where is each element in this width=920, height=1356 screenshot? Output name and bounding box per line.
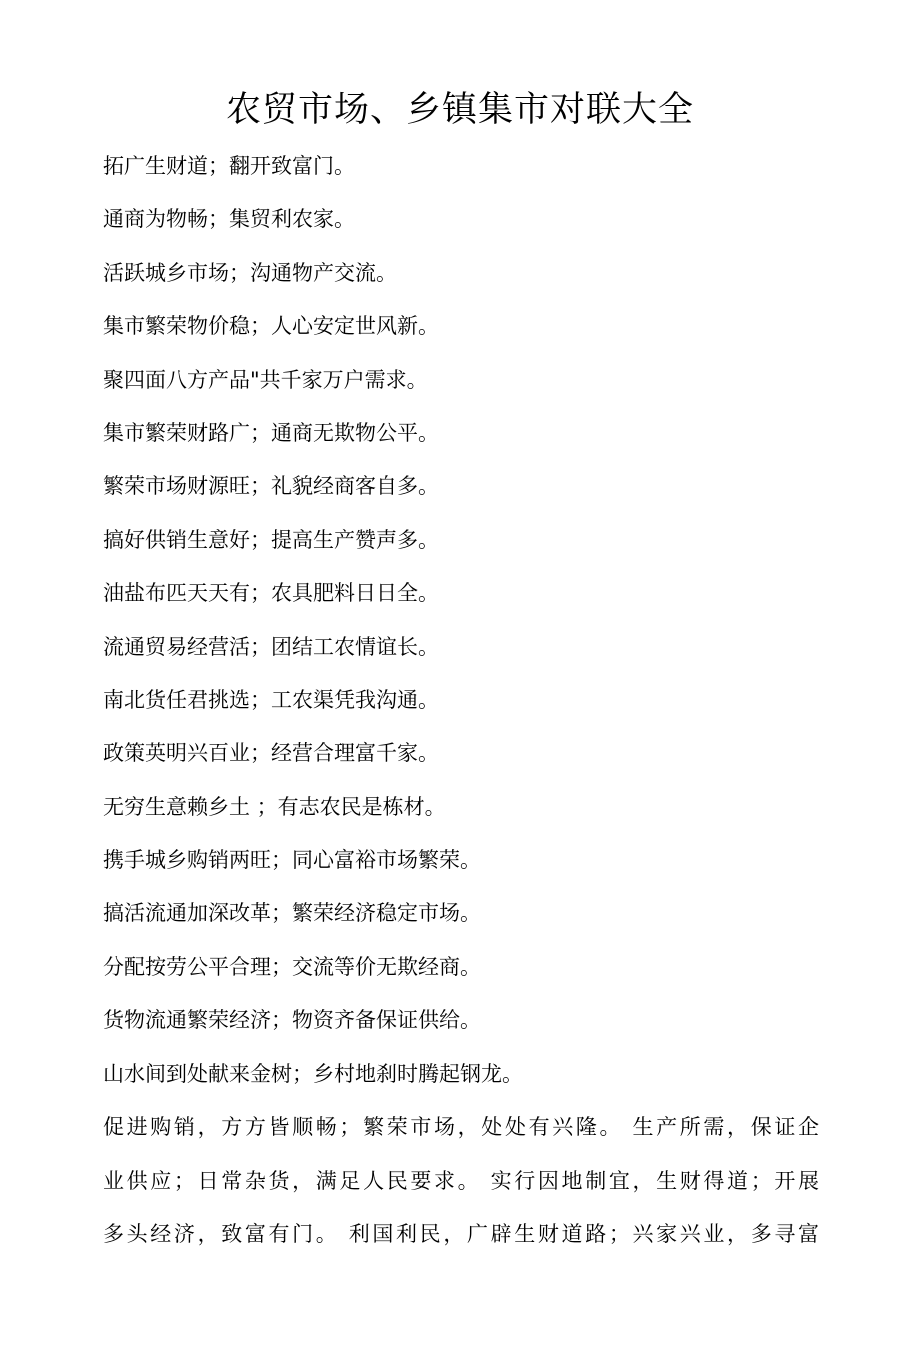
document-title: 农贸市场、乡镇集市对联大全	[225, 90, 694, 130]
paragraph-line: 促进购销，方方皆顺畅；繁荣市场，处处有兴隆。 生产所需，保证企	[103, 1115, 819, 1139]
couplet-list	[103, 140, 819, 1101]
paragraph-line: 业供应；日常杂货，满足人民要求。 实行因地制宜，生财得道；开展	[103, 1168, 819, 1193]
couplet-paragraph	[103, 1101, 819, 1262]
couplet-line: 流通贸易经营活；团结工农情谊长。	[103, 634, 439, 659]
couplet-line: 货物流通繁荣经济；物资齐备保证供给。	[103, 1008, 481, 1033]
couplet-line: 携手城乡购销两旺；同心富裕市场繁荣。	[103, 848, 481, 873]
couplet-line: 通商为物畅；集贸利农家。	[103, 207, 355, 232]
couplet-line: 聚四面八方产品"共千家万户需求。	[103, 367, 428, 392]
couplet-line: 拓广生财道；翻开致富门。	[103, 154, 355, 178]
couplet-line: 政策英明兴百业；经营合理富千家。	[103, 741, 439, 766]
couplet-line: 山水间到处献来金树；乡村地刹时腾起钢龙。	[103, 1061, 523, 1086]
couplet-line: 无穷生意赖乡土 ；有志农民是栋材。	[103, 794, 446, 819]
paragraph-line: 多头经济，致富有门。 利国利民，广辟生财道路；兴家兴业，多寻富	[103, 1222, 819, 1246]
couplet-line: 繁荣市场财源旺；礼貌经商客自多。	[103, 474, 439, 499]
couplet-line: 搞活流通加深改革；繁荣经济稳定市场。	[103, 901, 481, 926]
couplet-line: 南北货任君挑选；工农渠凭我沟通。	[103, 687, 439, 712]
couplet-line: 活跃城乡市场；沟通物产交流。	[103, 260, 397, 285]
couplet-line: 集市繁荣物价稳；人心安定世风新。	[103, 314, 439, 339]
couplet-line: 搞好供销生意好；提高生产赞声多。	[103, 527, 439, 552]
couplet-line: 集市繁荣财路广；通商无欺物公平。	[103, 420, 439, 445]
couplet-line: 分配按劳公平合理；交流等价无欺经商。	[103, 954, 481, 979]
couplet-line: 油盐布匹天天有；农具肥料日日全。	[103, 581, 439, 606]
